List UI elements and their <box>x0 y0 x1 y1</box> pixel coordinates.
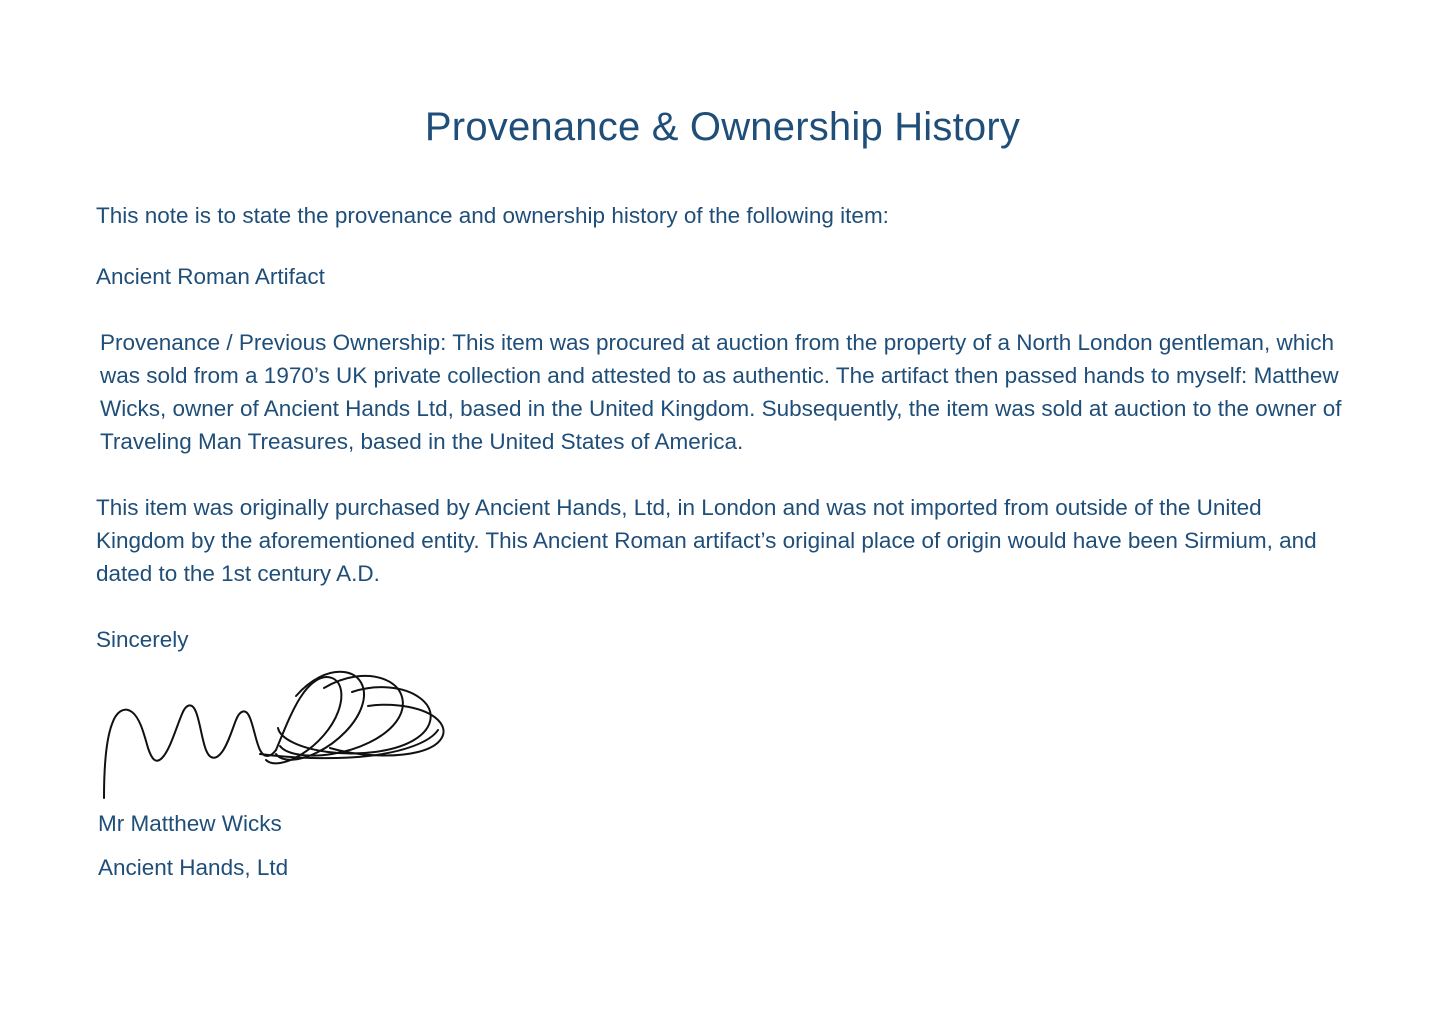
closing-line: Sincerely <box>96 627 189 652</box>
spacer <box>96 590 1349 623</box>
item-name: Ancient Roman Artifact <box>96 264 325 289</box>
signer-name: Mr Matthew Wicks <box>98 811 282 836</box>
signature-block <box>96 662 1349 890</box>
provenance-paragraph: Provenance / Previous Ownership: This item was procured at auction from the property of a North London gentleman, which was sold from a 1970’s UK private collection and attested to as authentic. The artifact then passed hands to myself: Matthew Wicks, owner of Ancient Hands Ltd, based in the United Kingdom. Subsequently, the item was sold at auction to the owner of Traveling Man Treasures, based in the United States of America. <box>100 330 1342 454</box>
spacer <box>96 293 1349 326</box>
spacer <box>96 232 1349 260</box>
intro-paragraph: This note is to state the provenance and ownership history of the following item: <box>96 203 889 228</box>
page-title: Provenance & Ownership History <box>424 105 1021 149</box>
origin-paragraph: This item was originally purchased by Ancient Hands, Ltd, in London and was not imported from outside of the United Kingdom by the aforementioned entity. This Ancient Roman artifact’s original place of origin would have been Sirmium, and dated to the 1st century A.D. <box>96 495 1317 586</box>
signer-company: Ancient Hands, Ltd <box>98 855 289 880</box>
document-body <box>0 199 1445 890</box>
spacer <box>96 458 1349 491</box>
handwritten-signature-icon <box>100 662 1349 802</box>
